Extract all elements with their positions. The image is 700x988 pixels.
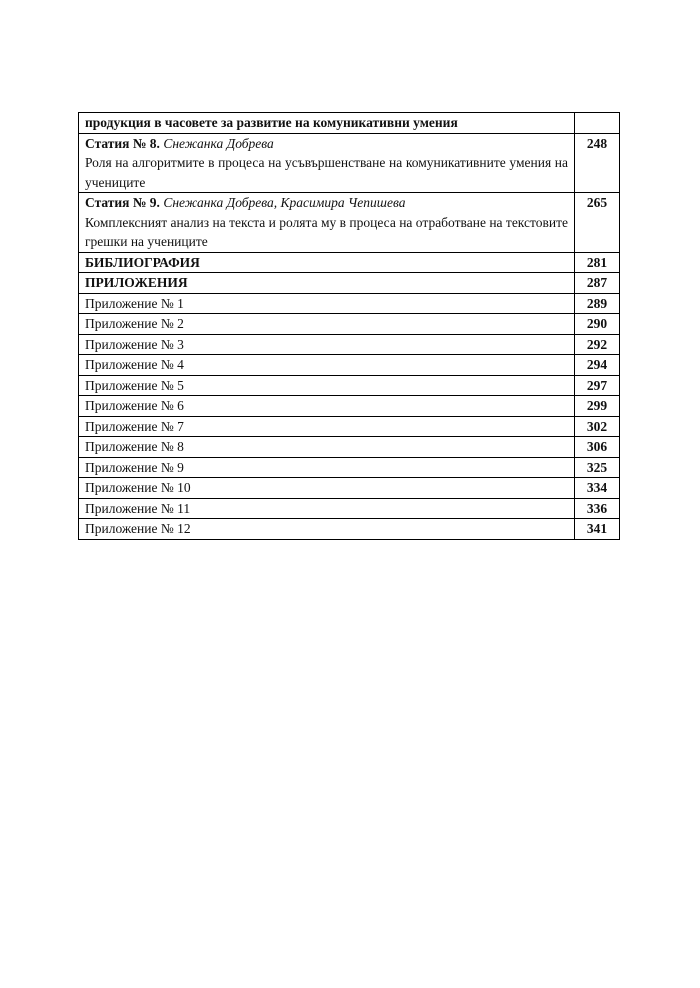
toc-row-appendix — [79, 396, 620, 417]
toc-article-8-page: 248 — [575, 133, 620, 193]
toc-appendix-title: Приложение № 11 — [79, 498, 575, 519]
toc-row-appendix — [79, 437, 620, 458]
toc-appendix-title: Приложение № 6 — [79, 396, 575, 417]
toc-appendix-page: 292 — [575, 334, 620, 355]
toc-row-appendix — [79, 355, 620, 376]
toc-bibliography-page: 281 — [575, 252, 620, 273]
table-of-contents — [78, 112, 620, 540]
toc-row-appendix — [79, 519, 620, 540]
toc-row-appendices — [79, 273, 620, 294]
toc-appendix-title: Приложение № 1 — [79, 293, 575, 314]
toc-appendices-title: ПРИЛОЖЕНИЯ — [79, 273, 575, 294]
toc-row-appendix — [79, 498, 620, 519]
toc-article-8-entry — [79, 133, 575, 193]
toc-row-bibliography — [79, 252, 620, 273]
toc-appendix-page: 325 — [575, 457, 620, 478]
toc-row-appendix — [79, 457, 620, 478]
toc-row-appendix — [79, 334, 620, 355]
toc-row-article-8 — [79, 133, 620, 193]
toc-appendix-page: 289 — [575, 293, 620, 314]
toc-appendix-page: 306 — [575, 437, 620, 458]
toc-appendix-title: Приложение № 4 — [79, 355, 575, 376]
toc-article-9-label: Статия № 9. — [85, 195, 160, 210]
toc-continuation-page — [575, 113, 620, 134]
toc-row-appendix — [79, 478, 620, 499]
toc-article-8-title: Роля на алгоритмите в процеса на усъвършенстване на комуникативните умения на учениците — [85, 155, 568, 190]
toc-article-8-authors: Снежанка Добрева — [163, 135, 274, 151]
toc-continuation-text: продукция в часовете за развитие на комуникативни умения — [79, 113, 575, 134]
toc-appendix-title: Приложение № 12 — [79, 519, 575, 540]
toc-row-appendix — [79, 416, 620, 437]
toc-appendix-page: 336 — [575, 498, 620, 519]
toc-appendix-title: Приложение № 8 — [79, 437, 575, 458]
toc-appendix-page: 294 — [575, 355, 620, 376]
toc-appendix-title: Приложение № 10 — [79, 478, 575, 499]
toc-article-9-page: 265 — [575, 193, 620, 253]
toc-article-8-label: Статия № 8. — [85, 135, 160, 151]
toc-row-article-9 — [79, 193, 620, 253]
toc-appendix-page: 290 — [575, 314, 620, 335]
toc-appendix-page: 297 — [575, 375, 620, 396]
toc-article-9-authors: Снежанка Добрева, Красимира Чепишева — [163, 195, 406, 210]
toc-appendix-page: 302 — [575, 416, 620, 437]
toc-appendix-page: 299 — [575, 396, 620, 417]
toc-row-continuation — [79, 113, 620, 134]
toc-row-appendix — [79, 293, 620, 314]
toc-appendix-title: Приложение № 7 — [79, 416, 575, 437]
toc-appendix-title: Приложение № 2 — [79, 314, 575, 335]
toc-appendix-page: 334 — [575, 478, 620, 499]
toc-row-appendix — [79, 314, 620, 335]
toc-row-appendix — [79, 375, 620, 396]
toc-bibliography-title: БИБЛИОГРАФИЯ — [79, 252, 575, 273]
toc-appendix-title: Приложение № 5 — [79, 375, 575, 396]
toc-appendix-page: 341 — [575, 519, 620, 540]
toc-article-9-entry — [79, 193, 575, 253]
toc-appendices-page: 287 — [575, 273, 620, 294]
toc-appendix-title: Приложение № 3 — [79, 334, 575, 355]
toc-article-9-title: Комплексният анализ на текста и ролята му в процеса на отработване на текстовите грешки на учениците — [85, 214, 568, 249]
toc-appendix-title: Приложение № 9 — [79, 457, 575, 478]
